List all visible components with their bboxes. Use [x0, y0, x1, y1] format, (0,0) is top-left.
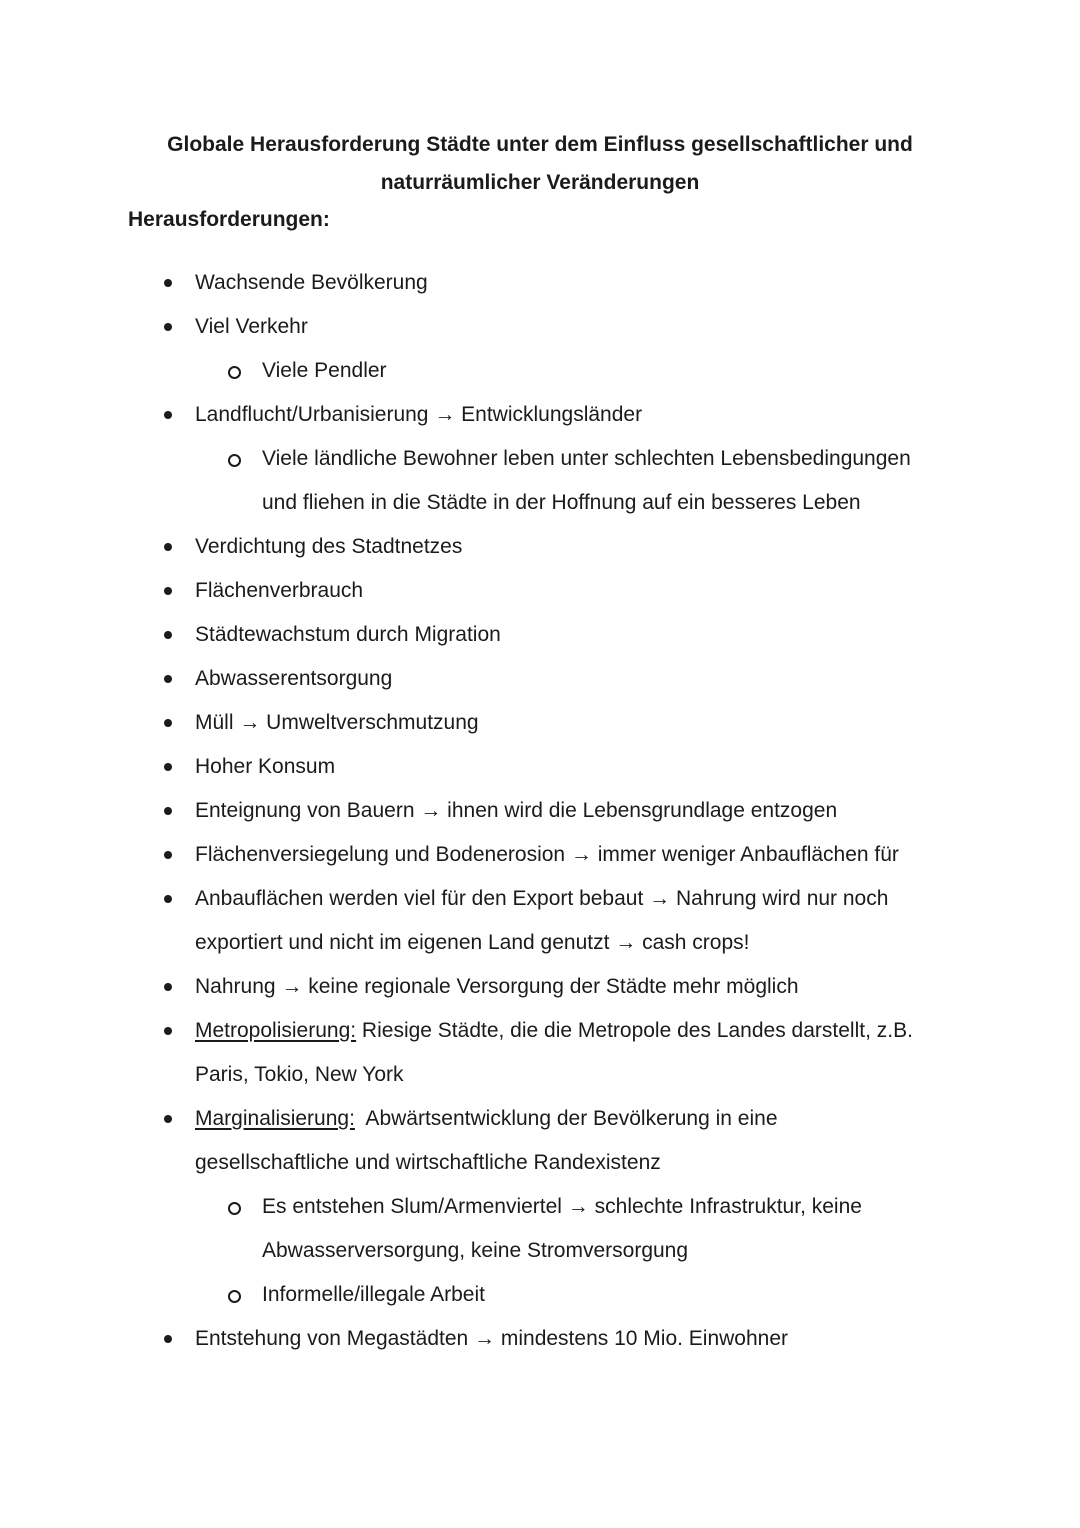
list-item-text-rest: Riesige Städte, die die Metropole des Landes darstellt, z.B. [356, 1019, 913, 1042]
list-subitem [128, 349, 990, 393]
list-item-text-rest: Abwärtsentwicklung der Bevölkerung in eine [354, 1107, 778, 1130]
list-item-text: Viel Verkehr [195, 315, 308, 338]
bullet-disc-icon [164, 851, 172, 859]
list-item [128, 833, 990, 877]
underlined-term: Metropolisierung: [195, 1019, 357, 1042]
list-item-text: Abwasserentsorgung [195, 667, 393, 690]
bullet-disc-icon [164, 279, 172, 287]
list-subitem [128, 437, 990, 525]
bullet-disc-icon [164, 587, 172, 595]
list-item-text: Viele ländliche Bewohner leben unter schlechten Lebensbedingungen [262, 447, 911, 470]
list-item [128, 261, 990, 305]
list-item-text [195, 1097, 990, 1141]
section-heading: Herausforderungen: [128, 208, 330, 231]
bullet-disc-icon [164, 763, 172, 771]
list-item [128, 1317, 990, 1361]
list-item [128, 613, 990, 657]
list-item [128, 701, 990, 745]
list-item [128, 877, 990, 965]
list-item-text: Paris, Tokio, New York [195, 1063, 404, 1086]
bullet-circle-icon [228, 454, 241, 467]
list-item [128, 789, 990, 833]
bullet-circle-icon [228, 1290, 241, 1303]
list-subitem [128, 1273, 990, 1317]
list-item-text: Landflucht/Urbanisierung → Entwicklungsländer [195, 403, 643, 426]
bullet-disc-icon [164, 983, 172, 991]
list-item-text: Wachsende Bevölkerung [195, 271, 428, 294]
bullet-disc-icon [164, 631, 172, 639]
list-item-text: Viele Pendler [262, 359, 387, 382]
list-subitem [128, 1185, 990, 1273]
list-item [128, 1097, 990, 1185]
list-item [128, 569, 990, 613]
list-item [128, 525, 990, 569]
bullet-disc-icon [164, 323, 172, 331]
list-item-text: Entstehung von Megastädten → mindestens 10 Mio. Einwohner [195, 1327, 789, 1350]
list-item-text: gesellschaftliche und wirtschaftliche Randexistenz [195, 1151, 661, 1174]
list-item [128, 965, 990, 1009]
list-item-text: Es entstehen Slum/Armenviertel → schlechte Infrastruktur, keine [262, 1195, 862, 1218]
bullet-disc-icon [164, 543, 172, 551]
underlined-term: Marginalisierung: [195, 1107, 355, 1130]
bullet-circle-icon [228, 1202, 241, 1215]
list-item-text: Abwasserversorgung, keine Stromversorgung [262, 1239, 689, 1262]
bullet-circle-icon [228, 366, 241, 379]
list-item [128, 393, 990, 437]
document-title-line-1: Globale Herausforderung Städte unter dem Einfluss gesellschaftlicher und [167, 133, 913, 156]
list-item-text [195, 1009, 990, 1053]
bullet-disc-icon [164, 1027, 172, 1035]
list-item-text: Nahrung → keine regionale Versorgung der Städte mehr möglich [195, 975, 799, 998]
list-item-text: Hoher Konsum [195, 755, 336, 778]
list-item [128, 305, 990, 349]
list-item-text: Flächenversiegelung und Bodenerosion → immer weniger Anbauflächen für [195, 843, 899, 866]
bullet-disc-icon [164, 675, 172, 683]
bullet-disc-icon [164, 807, 172, 815]
list-item-text: Anbauflächen werden viel für den Export bebaut → Nahrung wird nur noch [195, 887, 889, 910]
bullet-disc-icon [164, 1335, 172, 1343]
list-item [128, 1009, 990, 1097]
list-item [128, 745, 990, 789]
list-item [128, 657, 990, 701]
document-title-line-2: naturräumlicher Veränderungen [380, 171, 700, 194]
list-item-text: und fliehen in die Städte in der Hoffnung auf ein besseres Leben [262, 491, 861, 514]
bullet-disc-icon [164, 895, 172, 903]
list-item-text: Flächenverbrauch [195, 579, 364, 602]
bullet-disc-icon [164, 1115, 172, 1123]
list-item-text: Enteignung von Bauern → ihnen wird die Lebensgrundlage entzogen [195, 799, 838, 822]
document-title [60, 126, 1020, 202]
bullet-disc-icon [164, 719, 172, 727]
bullet-disc-icon [164, 411, 172, 419]
list-item-text: exportiert und nicht im eigenen Land genutzt → cash crops! [195, 931, 750, 954]
list-item-text: Verdichtung des Stadtnetzes [195, 535, 463, 558]
list-item-text: Müll → Umweltverschmutzung [195, 711, 479, 734]
challenges-list [128, 261, 990, 1361]
list-item-text: Städtewachstum durch Migration [195, 623, 501, 646]
list-item-text: Informelle/illegale Arbeit [262, 1283, 485, 1306]
